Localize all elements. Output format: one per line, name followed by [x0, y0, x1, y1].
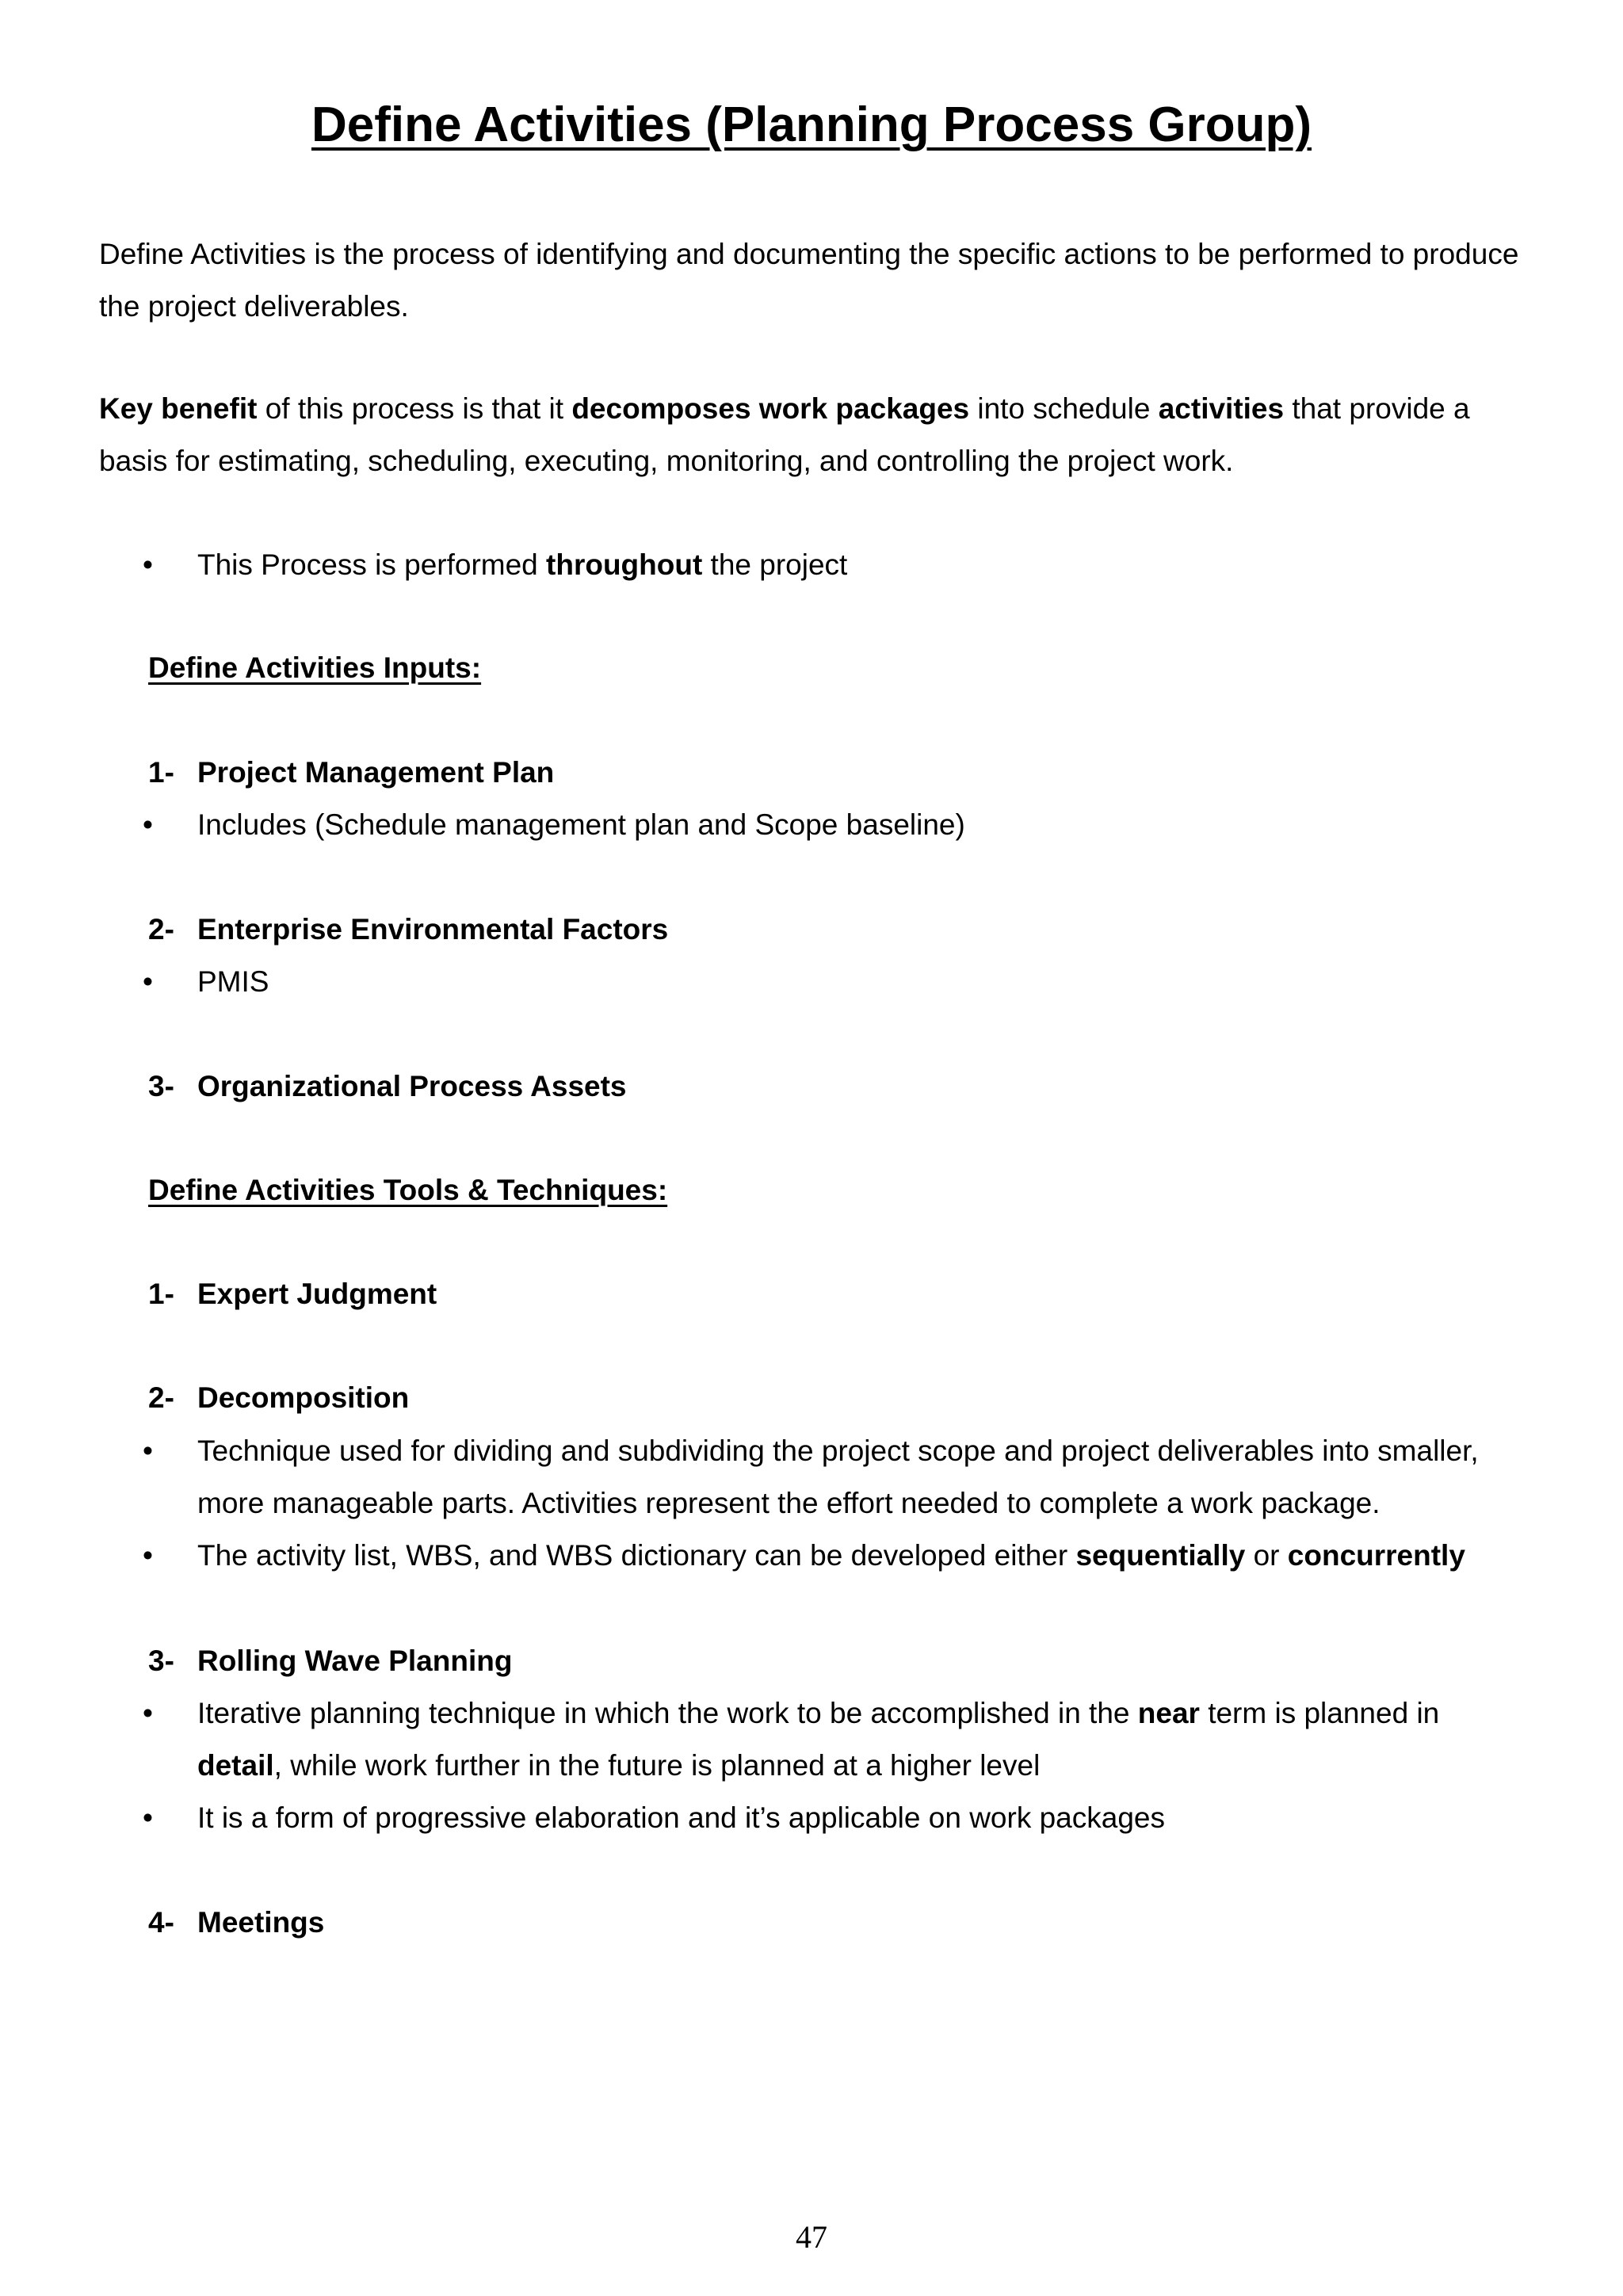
rolling-bullet: It is a form of progressive elaboration and it’s applicable on work packages [197, 1801, 1165, 1834]
activities-term: activities [1158, 392, 1285, 425]
bullet-text: The activity list, WBS, and WBS dictionary can be developed either [197, 1539, 1076, 1572]
input-number: 3- [148, 1070, 174, 1102]
definition-paragraph: Define Activities is the process of identifying and documenting the specific actions to be performed to produce the project deliverables. [99, 238, 1519, 323]
bullet-text: the project [702, 548, 848, 581]
bullet-icon: • [143, 1697, 153, 1729]
bullet-icon: • [143, 1801, 153, 1834]
tool-number: 2- [148, 1381, 174, 1414]
key-benefit-term: Key benefit [99, 392, 258, 425]
input-label: Enterprise Environmental Factors [197, 913, 669, 946]
tool-number: 1- [148, 1278, 174, 1310]
tool-label: Rolling Wave Planning [197, 1645, 513, 1677]
performed-bullet [197, 539, 1545, 591]
bullet-text: or [1245, 1539, 1288, 1572]
bullet-icon: • [143, 548, 153, 581]
decomposition-bullet: Technique used for dividing and subdividing the project scope and project deliverables into smaller, more manageable parts. Activities represent the effort needed to complete a work package. [197, 1435, 1479, 1519]
decomposes-term: decomposes work packages [571, 392, 970, 425]
input-bullet: Includes (Schedule management plan and Scope baseline) [197, 808, 965, 841]
tools-heading: Define Activities Tools & Techniques: [148, 1174, 668, 1206]
bullet-text: Iterative planning technique in which the work to be accomplished in the [197, 1697, 1138, 1729]
bullet-icon: • [143, 965, 153, 998]
input-number: 2- [148, 913, 174, 946]
page-number: 47 [796, 2219, 827, 2255]
key-benefit-paragraph [99, 383, 1533, 487]
rolling-bullet [197, 1687, 1529, 1792]
bullet-text: , while work further in the future is planned at a higher level [273, 1749, 1041, 1782]
tool-number: 4- [148, 1906, 174, 1939]
inputs-heading: Define Activities Inputs: [148, 651, 482, 684]
input-label: Organizational Process Assets [197, 1070, 627, 1102]
concurrently-term: concurrently [1287, 1539, 1465, 1572]
tool-label: Expert Judgment [197, 1278, 437, 1310]
bullet-icon: • [143, 1539, 153, 1572]
throughout-term: throughout [546, 548, 703, 581]
input-bullet: PMIS [197, 965, 269, 998]
bullet-text: term is planned in [1199, 1697, 1440, 1729]
sequentially-term: sequentially [1075, 1539, 1246, 1572]
bullet-text: This Process is performed [197, 548, 547, 581]
input-label: Project Management Plan [197, 756, 555, 789]
decomposition-bullet [197, 1530, 1545, 1582]
tool-number: 3- [148, 1645, 174, 1677]
tool-label: Meetings [197, 1906, 325, 1939]
bullet-icon: • [143, 1435, 153, 1467]
input-number: 1- [148, 756, 174, 789]
key-benefit-text: into schedule [969, 392, 1159, 425]
key-benefit-text: that provide a basis for estimating, scheduling, executing, monitoring, and controlling the project work. [99, 392, 1470, 477]
bullet-icon: • [143, 808, 153, 841]
page-title: Define Activities (Planning Process Group) [311, 97, 1312, 152]
key-benefit-text: of this process is that it [257, 392, 572, 425]
tool-label: Decomposition [197, 1381, 410, 1414]
detail-term: detail [197, 1749, 274, 1782]
near-term: near [1137, 1697, 1200, 1729]
